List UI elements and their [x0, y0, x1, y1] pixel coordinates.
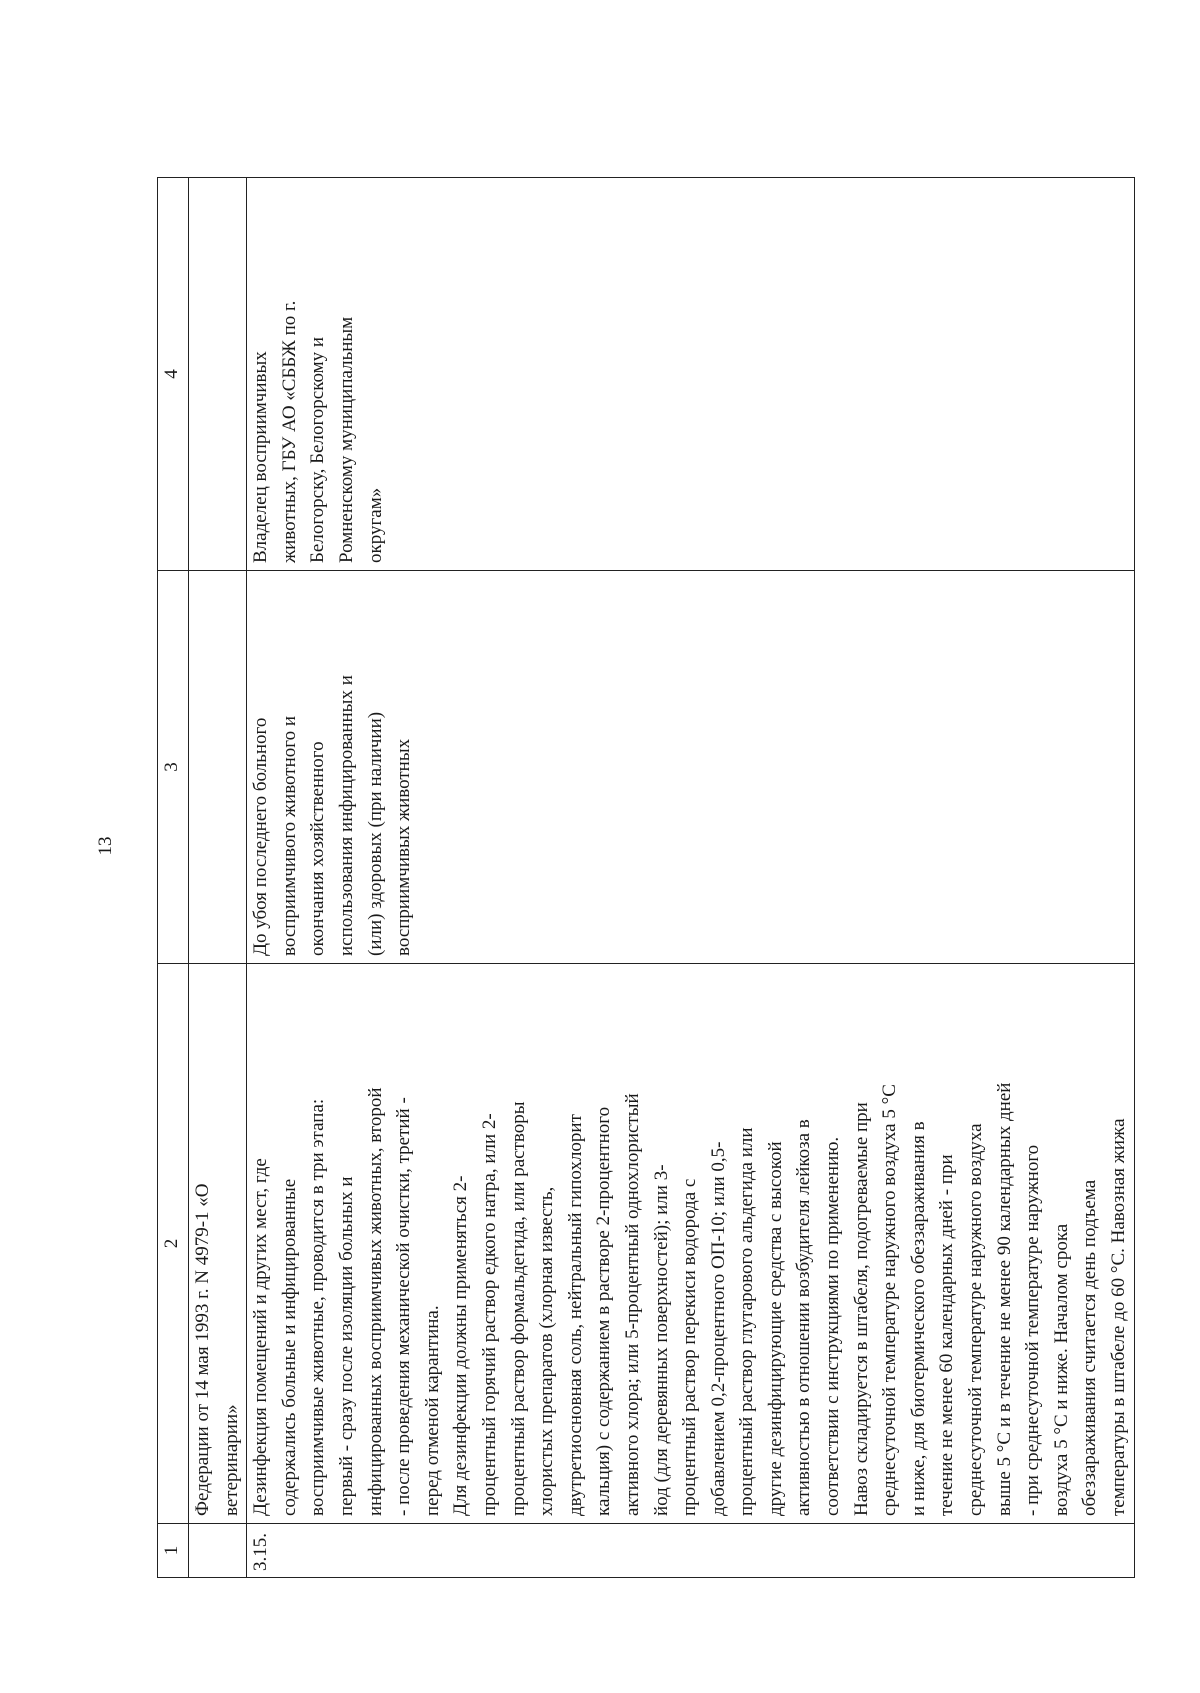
measure-line: температуры в штабеле до 60 °С. Навозная жижа [1108, 1118, 1129, 1516]
header-cell-2: 2 [158, 964, 189, 1524]
measure-line: добавлением 0,2-процентного ОП-10; или 0,5- [707, 1141, 729, 1516]
measure-line: содержались больные и инфицированные [278, 1178, 300, 1516]
measure-line: активного хлора; или 5-процентный однохлористый [621, 1093, 643, 1516]
measure-line: и ниже, для биотермического обеззараживания в [907, 1121, 929, 1516]
responsible-cell [247, 178, 1134, 571]
responsible-line: Белогорску, Белогорскому и [307, 336, 329, 563]
measure-line: - после проведения механической очистки, третий - [393, 1097, 415, 1516]
measure-line: среднесуточной температуре наружного воздуха 5 °С [879, 1084, 901, 1516]
responsible-line: Ромненскому муниципальным [335, 316, 357, 563]
responsible-line: животных, ГБУ АО «СББЖ по г. [278, 300, 300, 563]
measure-line: обеззараживания считается день подъема [1079, 1179, 1101, 1516]
term-line: окончания хозяйственного [307, 741, 329, 956]
measure-line: воздуха 5 °С и ниже. Началом срока [1050, 1223, 1072, 1516]
measure-line: другие дезинфицирующие средства с высокой [764, 1141, 786, 1516]
rotated-table-container [157, 178, 1129, 1578]
continuation-text-cell [189, 964, 247, 1524]
measure-line: выше 5 °С и в течение не менее 90 календарных дней [993, 1082, 1015, 1516]
continuation-responsible-cell [189, 178, 247, 571]
header-cell-4: 4 [158, 178, 189, 571]
measure-line: течение не менее 60 календарных дней - при [936, 1154, 958, 1516]
term-line: использования инфицированных и [335, 675, 357, 956]
measure-line: Для дезинфекции должны применяться 2- [450, 1175, 472, 1516]
term-line: (или) здоровых (при наличии) [364, 711, 386, 956]
measure-line: Навоз складируется в штабеля, подогреваемые при [850, 1102, 872, 1516]
term-line: До убоя последнего больного [250, 717, 272, 956]
measure-line: двутретиосновная соль, нейтральный гипохлорит [564, 1114, 586, 1516]
measure-line: процентный раствор глутарового альдегида или [736, 1127, 758, 1516]
term-line: восприимчивых животных [393, 738, 415, 956]
continuation-term-cell [189, 571, 247, 964]
measure-line: восприимчивые животные, проводится в три этапа: [307, 1098, 329, 1516]
continuation-line: Федерации от 14 мая 1993 г. N 4979-1 «О [192, 1183, 213, 1516]
measure-cell [247, 964, 1134, 1524]
measure-line: среднесуточной температуре наружного воздуха [965, 1123, 987, 1516]
measure-line: - при среднесуточной температуре наружного [1022, 1144, 1044, 1516]
responsible-line: округам» [364, 487, 386, 563]
measure-line: кальция) с содержанием в растворе 2-процентного [593, 1106, 615, 1516]
row-number: 3.15. [247, 1524, 1134, 1578]
measure-line: первый - сразу после изоляции больных и [335, 1176, 357, 1516]
measures-table [157, 177, 1135, 1578]
measure-line: инфицированных восприимчивых животных, второй [364, 1087, 386, 1516]
measure-line: перед отменой карантина. [421, 1305, 443, 1516]
measure-line: соответствии с инструкциями по применению. [822, 1136, 844, 1516]
measure-line: йод (для деревянных поверхностей); или 3- [650, 1164, 672, 1516]
term-cell [247, 571, 1134, 964]
measure-line: активностью в отношении возбудителя лейкоза в [793, 1119, 815, 1516]
responsible-line: Владелец восприимчивых [250, 351, 272, 563]
measure-line: Дезинфекция помещений и других мест, где [250, 1158, 272, 1516]
page-number: 13 [95, 836, 116, 856]
header-cell-3: 3 [158, 571, 189, 964]
continuation-line: ветеринарии» [220, 1404, 242, 1516]
measure-line: процентный раствор перекиси водорода с [679, 1178, 701, 1516]
measure-line: процентный горячий раствор едкого натра, или 2- [478, 1113, 500, 1516]
continuation-row [189, 178, 247, 1578]
header-row [158, 178, 189, 1578]
term-line: восприимчивого животного и [278, 715, 300, 956]
header-cell-1: 1 [158, 1524, 189, 1578]
table-row [247, 178, 1134, 1578]
measure-line: хлористых препаратов (хлорная известь, [536, 1186, 558, 1516]
measure-line: процентный раствор формальдегида, или растворы [507, 1101, 529, 1516]
continuation-number-cell [189, 1524, 247, 1578]
